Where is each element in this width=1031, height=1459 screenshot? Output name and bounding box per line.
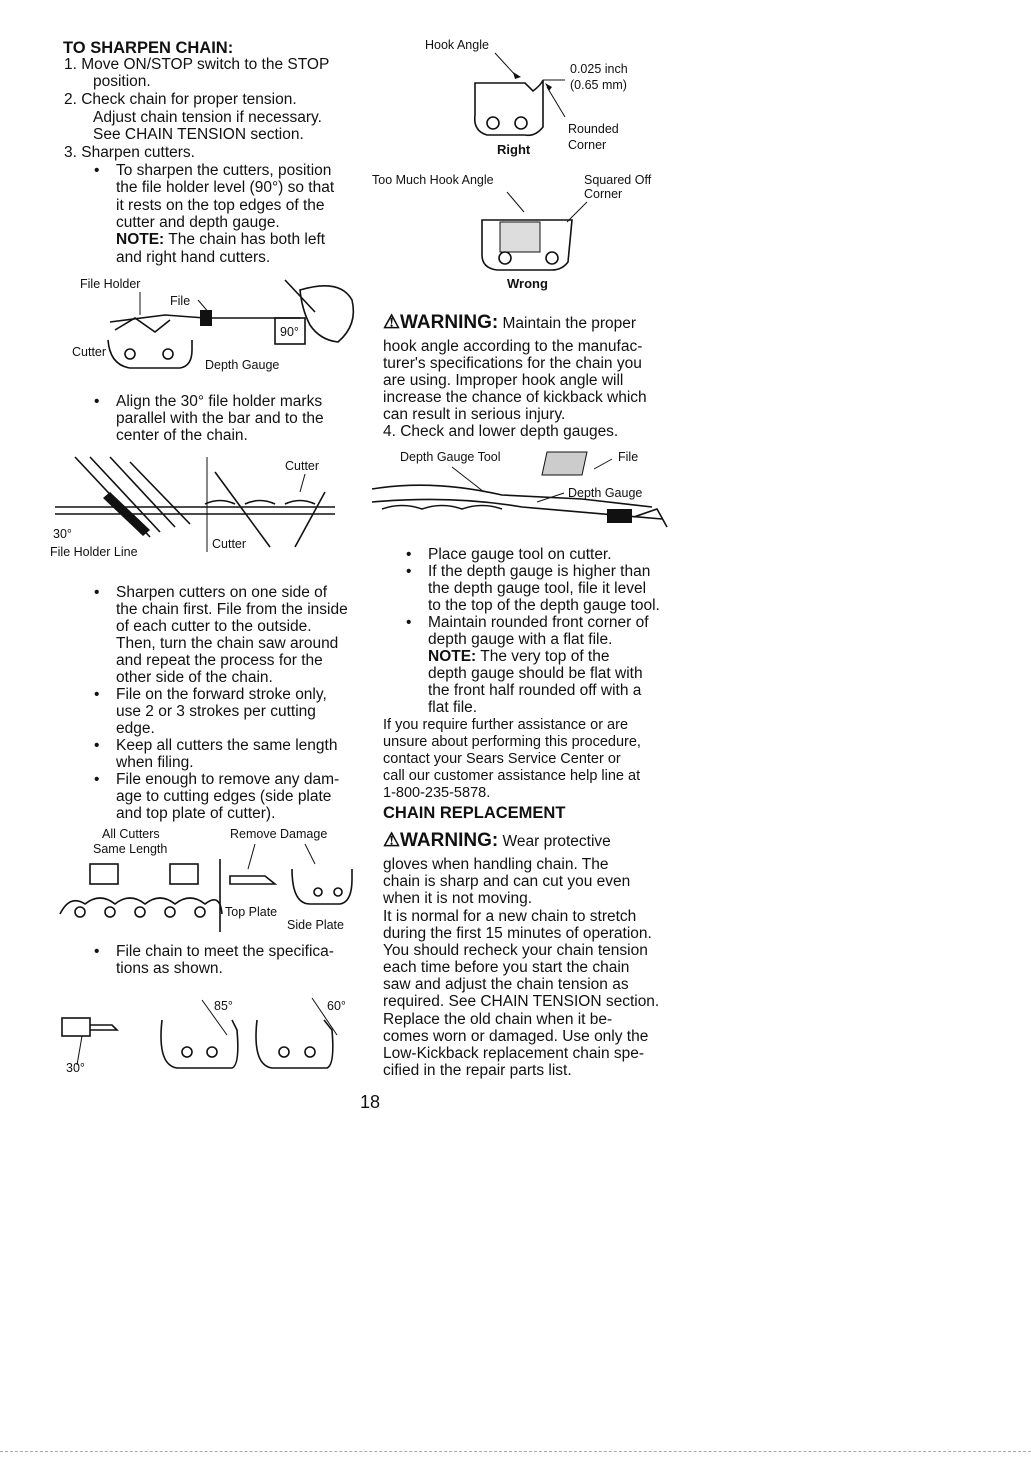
warning-icon-2: ⚠ [383,830,401,851]
bullet-align-holder-2: parallel with the bar and to the [116,410,324,427]
para-line-7: Replace the old chain when it be- [383,1011,613,1028]
fig-label-cutter: Cutter [72,345,107,359]
fig-label-cutter-top: Cutter [285,459,320,473]
bullet-sharpen-6: other side of the chain. [116,669,273,686]
fig-label-same-length: Same Length [93,842,168,856]
fig-label-right: Right [497,142,531,157]
angle-spec-figure [62,990,352,1080]
fig-label-depth-gauge-2: Depth Gauge [568,486,643,500]
cutters-figure [60,824,360,934]
bullet-sharpen-1: • Sharpen cutters on one side of [116,585,327,602]
fig-label-rounded: Rounded [568,122,619,136]
bullet-sharpen-5: and repeat the process for the [116,652,323,669]
fig-label-file-holder-line: File Holder Line [50,545,138,559]
note-label-2: NOTE: [428,648,477,665]
bullet-position-holder-2: the file holder level (90°) so that [116,179,335,196]
assist-phone: 1-800-235-5878. [383,785,491,801]
fig-label-side-plate: Side Plate [287,918,344,932]
note-depth-line-3: flat file. [428,699,478,716]
file-holder-figure [70,270,360,380]
fig-label-depth-gauge: Depth Gauge [205,358,280,372]
bullet-same-length-2: when filing. [116,754,194,771]
para-line-8: comes worn or damaged. Use only the [383,1028,649,1045]
para-line-10: cified in the repair parts list. [383,1062,572,1079]
fig-label-file-2: File [618,450,639,464]
fig-label-60: 60° [327,999,346,1013]
note-left-right-cutters-2: and right hand cutters. [116,249,271,266]
fig-label-too-much: Too Much Hook Angle [372,173,494,187]
para-line-3: You should recheck your chain tension [383,942,648,959]
bullet-forward-2: use 2 or 3 strokes per cutting [116,703,316,720]
warning-text: Maintain the proper [498,315,637,332]
bullet-position-holder-1: • To sharpen the cutters, position [116,163,331,180]
note-depth-gauge [428,649,609,666]
fig-label-30: 30° [53,527,72,541]
warning-label-2: WARNING: [400,830,499,851]
step-3: 3. Sharpen cutters. [64,144,195,161]
warning-gloves-line-3: when it is not moving. [383,890,533,907]
note-label: NOTE: [116,231,165,248]
warning-icon: ⚠ [383,312,401,333]
step-1-line-1: 1. Move ON/STOP switch to the STOP [64,56,330,73]
fig-label-cutter-bottom: Cutter [212,537,247,551]
para-line-9: Low-Kickback replacement chain spe- [383,1045,645,1062]
fig-label-85: 85° [214,999,233,1013]
assist-line-1: If you require further assistance or are [383,717,629,733]
page-bottom-rule [0,1451,1031,1452]
para-line-5: saw and adjust the chain tension as [383,976,629,993]
bullet-higher-1: • If the depth gauge is higher than [428,564,650,581]
fig-label-wrong: Wrong [507,276,548,291]
para-line-4: each time before you start the chain [383,959,630,976]
bullet-rounded-1: • Maintain rounded front corner of [428,615,649,632]
bullet-place-tool: • Place gauge tool on cutter. [428,547,612,564]
fig-label-all-cutters: All Cutters [102,827,160,841]
bullet-higher-3: to the top of the depth gauge tool. [428,597,660,614]
bullet-rounded-2: depth gauge with a flat file. [428,631,613,648]
note-left-right-cutters [116,232,325,249]
bullet-align-holder-1: • Align the 30° file holder marks [116,394,322,411]
bullet-spec-1: • File chain to meet the specifica- [116,944,334,961]
bullet-spec-2: tions as shown. [116,960,223,977]
assist-line-4: call our customer assistance help line at [383,768,641,784]
para-line-1: It is normal for a new chain to stretch [383,908,637,925]
bullet-same-length-1: • Keep all cutters the same length [116,738,337,755]
page-number: 18 [360,1092,381,1112]
step-2-line-2: Adjust chain tension if necessary. [93,109,322,126]
bullet-sharpen-4: Then, turn the chain saw around [116,635,339,652]
bullet-higher-2: the depth gauge tool, file it level [428,580,647,597]
bullet-damage-2: age to cutting edges (side plate [116,788,332,805]
para-line-6: required. See CHAIN TENSION section. [383,993,660,1010]
note-text: The chain has both left [164,231,326,248]
step-2-line-3: See CHAIN TENSION section. [93,126,304,143]
fig-label-0025-inch: 0.025 inch [570,62,628,76]
fig-label-corner-2: Corner [584,187,623,201]
fig-label-30-spec: 30° [66,1061,85,1075]
warning-gloves [383,830,611,851]
note-depth-line-1: depth gauge should be flat with [428,665,643,682]
hook-angle-right-figure [425,35,665,160]
bullet-forward-1: • File on the forward stroke only, [116,687,327,704]
warning-gloves-line-2: chain is sharp and can cut you even [383,873,631,890]
fig-label-remove-damage: Remove Damage [230,827,328,841]
bullet-position-holder-3: it rests on the top edges of the [116,197,325,214]
bullet-sharpen-2: the chain first. File from the inside [116,601,348,618]
warning-hook-line-1: hook angle according to the manufac- [383,338,643,355]
fig-label-hook-angle: Hook Angle [425,38,489,52]
bullet-damage-3: and top plate of cutter). [116,805,276,822]
hook-angle-wrong-figure [372,170,672,295]
assist-line-3: contact your Sears Service Center or [383,751,621,767]
warning-hook-line-4: increase the chance of kickback which [383,389,647,406]
step-2-line-1: 2. Check chain for proper tension. [64,91,297,108]
warning-text-2: Wear protective [498,833,611,850]
step-1-line-2: position. [93,73,151,90]
warning-hook-line-2: turer's specifications for the chain you [383,355,642,372]
warning-label: WARNING: [400,312,499,333]
depth-gauge-figure [372,447,682,537]
file-holder-line-figure [50,452,355,564]
warning-hook-angle [383,312,637,333]
note-depth-line-2: the front half rounded off with a [428,682,642,699]
fig-label-top-plate: Top Plate [225,905,278,919]
bullet-forward-3: edge. [116,720,155,737]
warning-gloves-line-1: gloves when handling chain. The [383,856,609,873]
fig-label-90: 90° [280,325,299,339]
para-line-2: during the first 15 minutes of operation. [383,925,652,942]
section-heading-replacement: CHAIN REPLACEMENT [383,804,566,822]
fig-label-squared-off: Squared Off [584,173,652,187]
assist-line-2: unsure about performing this procedure, [383,734,641,750]
warning-hook-line-5: can result in serious injury. [383,406,566,423]
section-heading-sharpen: TO SHARPEN CHAIN: [63,39,234,57]
bullet-damage-1: • File enough to remove any dam- [116,772,339,789]
fig-label-065-mm: (0.65 mm) [570,78,627,92]
bullet-align-holder-3: center of the chain. [116,427,248,444]
fig-label-corner: Corner [568,138,607,152]
fig-label-depth-gauge-tool: Depth Gauge Tool [400,450,501,464]
warning-hook-line-3: are using. Improper hook angle will [383,372,624,389]
bullet-sharpen-3: of each cutter to the outside. [116,618,312,635]
fig-label-file: File [170,294,191,308]
note-text-2: The very top of the [476,648,610,665]
fig-label-file-holder: File Holder [80,277,141,291]
step-4: 4. Check and lower depth gauges. [383,423,619,440]
bullet-position-holder-4: cutter and depth gauge. [116,214,280,231]
